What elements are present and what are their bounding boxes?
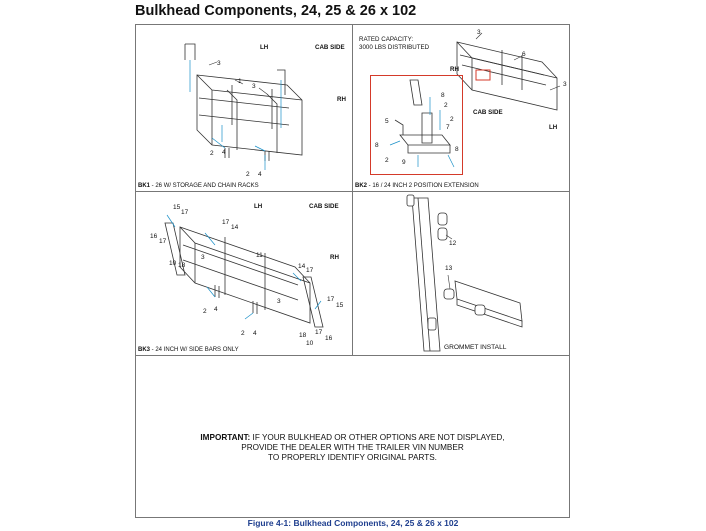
grommet-callout-12: 12 — [449, 240, 457, 247]
bk2-callout-2b: 2 — [450, 116, 454, 123]
bk2-callout-9: 9 — [402, 159, 406, 166]
bk3-callout-3a: 3 — [201, 254, 205, 261]
bk1-callout-2a: 2 — [210, 150, 214, 157]
bk1-rh-label: RH — [337, 96, 346, 103]
bk2-callout-3b: 3 — [563, 81, 567, 88]
bk3-caption-text: - 24 INCH W/ SIDE BARS ONLY — [150, 347, 239, 353]
bk1-lh-label: LH — [260, 44, 269, 51]
grid-divider-h2 — [135, 355, 570, 356]
bk1-callout-3b: 3 — [252, 83, 256, 90]
bk1-callout-4a: 4 — [222, 149, 226, 156]
bk2-rated-load: 3000 LBS DISTRIBUTED — [359, 44, 430, 51]
bk3-callout-4b: 4 — [253, 330, 257, 337]
bk3-callout-4a: 4 — [214, 306, 218, 313]
bk1-callout-2b: 2 — [246, 171, 250, 178]
bk3-callout-17c: 17 — [222, 219, 230, 226]
bk2-callout-5: 5 — [385, 118, 389, 125]
bk2-caption — [355, 183, 479, 189]
grommet-callout-13: 13 — [445, 265, 453, 272]
figure-caption: Figure 4-1: Bulkhead Components, 24, 25 & 26 x 102 — [247, 518, 459, 528]
bk2-lh-label: LH — [549, 124, 558, 131]
bk2-caption-id: BK2 — [355, 183, 368, 189]
bk3-callout-16a: 16 — [150, 233, 158, 240]
important-notice — [136, 433, 569, 463]
bk1-caption-text: - 26 W/ STORAGE AND CHAIN RACKS — [150, 183, 259, 189]
bk1-caption-id: BK1 — [138, 183, 151, 189]
page-title: Bulkhead Components, 24, 25 & 26 x 102 — [135, 3, 417, 19]
bk1-callout-4b: 4 — [258, 171, 262, 178]
bk1-caption — [138, 183, 259, 189]
bk2-extension-drawing — [452, 30, 570, 115]
bk3-callout-14a: 14 — [231, 224, 239, 231]
bk2-rated-capacity: RATED CAPACITY: — [359, 36, 414, 43]
bk2-callout-2c: 2 — [385, 157, 389, 164]
bk3-lh-label: LH — [254, 203, 263, 210]
bk1-callout-1: 1 — [238, 78, 242, 85]
bk3-callout-15b: 15 — [336, 302, 344, 309]
bk3-cab-side-label: CAB SIDE — [309, 203, 339, 210]
grommet-install-label: GROMMET INSTALL — [444, 344, 507, 351]
bk3-callout-17a: 17 — [181, 209, 189, 216]
bk3-caption — [138, 347, 239, 353]
bk2-rh-label: RH — [450, 66, 459, 73]
important-line-3: TO PROPERLY IDENTIFY ORIGINAL PARTS. — [268, 453, 437, 462]
bk3-callout-11: 11 — [256, 252, 263, 259]
grommet-drawing — [400, 193, 560, 353]
bk3-callout-15a: 15 — [173, 204, 181, 211]
bk3-callout-17b: 17 — [159, 238, 167, 245]
important-line-2: PROVIDE THE DEALER WITH THE TRAILER VIN NUMBER — [241, 443, 464, 452]
bk2-callout-8b: 8 — [375, 142, 379, 149]
bk3-callout-18a: 18 — [178, 262, 186, 269]
bk1-callout-3a: 3 — [217, 60, 221, 67]
bk3-callout-17e: 17 — [327, 296, 335, 303]
bk2-callout-6: 6 — [522, 51, 526, 58]
important-lead: IMPORTANT: — [200, 433, 251, 442]
bk2-callout-8a: 8 — [441, 92, 445, 99]
bk3-callout-3b: 3 — [277, 298, 281, 305]
bk3-callout-14b: 14 — [298, 263, 306, 270]
bk3-caption-id: BK3 — [138, 347, 151, 353]
bk2-callout-7: 7 — [446, 124, 450, 131]
bk3-callout-10b: 10 — [306, 340, 314, 347]
bk2-caption-text: - 16 / 24 INCH 2 POSITION EXTENSION — [367, 183, 479, 189]
bk3-callout-17d: 17 — [306, 267, 314, 274]
bk2-callout-3a: 3 — [477, 29, 481, 36]
bk3-callout-17f: 17 — [315, 329, 323, 336]
bk2-callout-2a: 2 — [444, 102, 448, 109]
bk3-rh-label: RH — [330, 254, 339, 261]
bk3-bulkhead-drawing — [145, 205, 345, 345]
bk3-callout-16b: 16 — [325, 335, 333, 342]
bk3-callout-2a: 2 — [203, 308, 207, 315]
bk3-callout-2b: 2 — [241, 330, 245, 337]
important-text-1: IF YOUR BULKHEAD OR OTHER OPTIONS ARE NOT DISPLAYED, — [250, 433, 505, 442]
bk1-cab-side-label: CAB SIDE — [315, 44, 345, 51]
bk2-callout-8c: 8 — [455, 146, 459, 153]
important-line-1 — [136, 433, 569, 443]
bk3-callout-18b: 18 — [299, 332, 307, 339]
bk1-bulkhead-drawing — [137, 30, 352, 190]
bk2-cab-side-label: CAB SIDE — [473, 109, 503, 116]
bk3-callout-10a: 10 — [169, 260, 177, 267]
grid-divider-v — [352, 24, 353, 355]
